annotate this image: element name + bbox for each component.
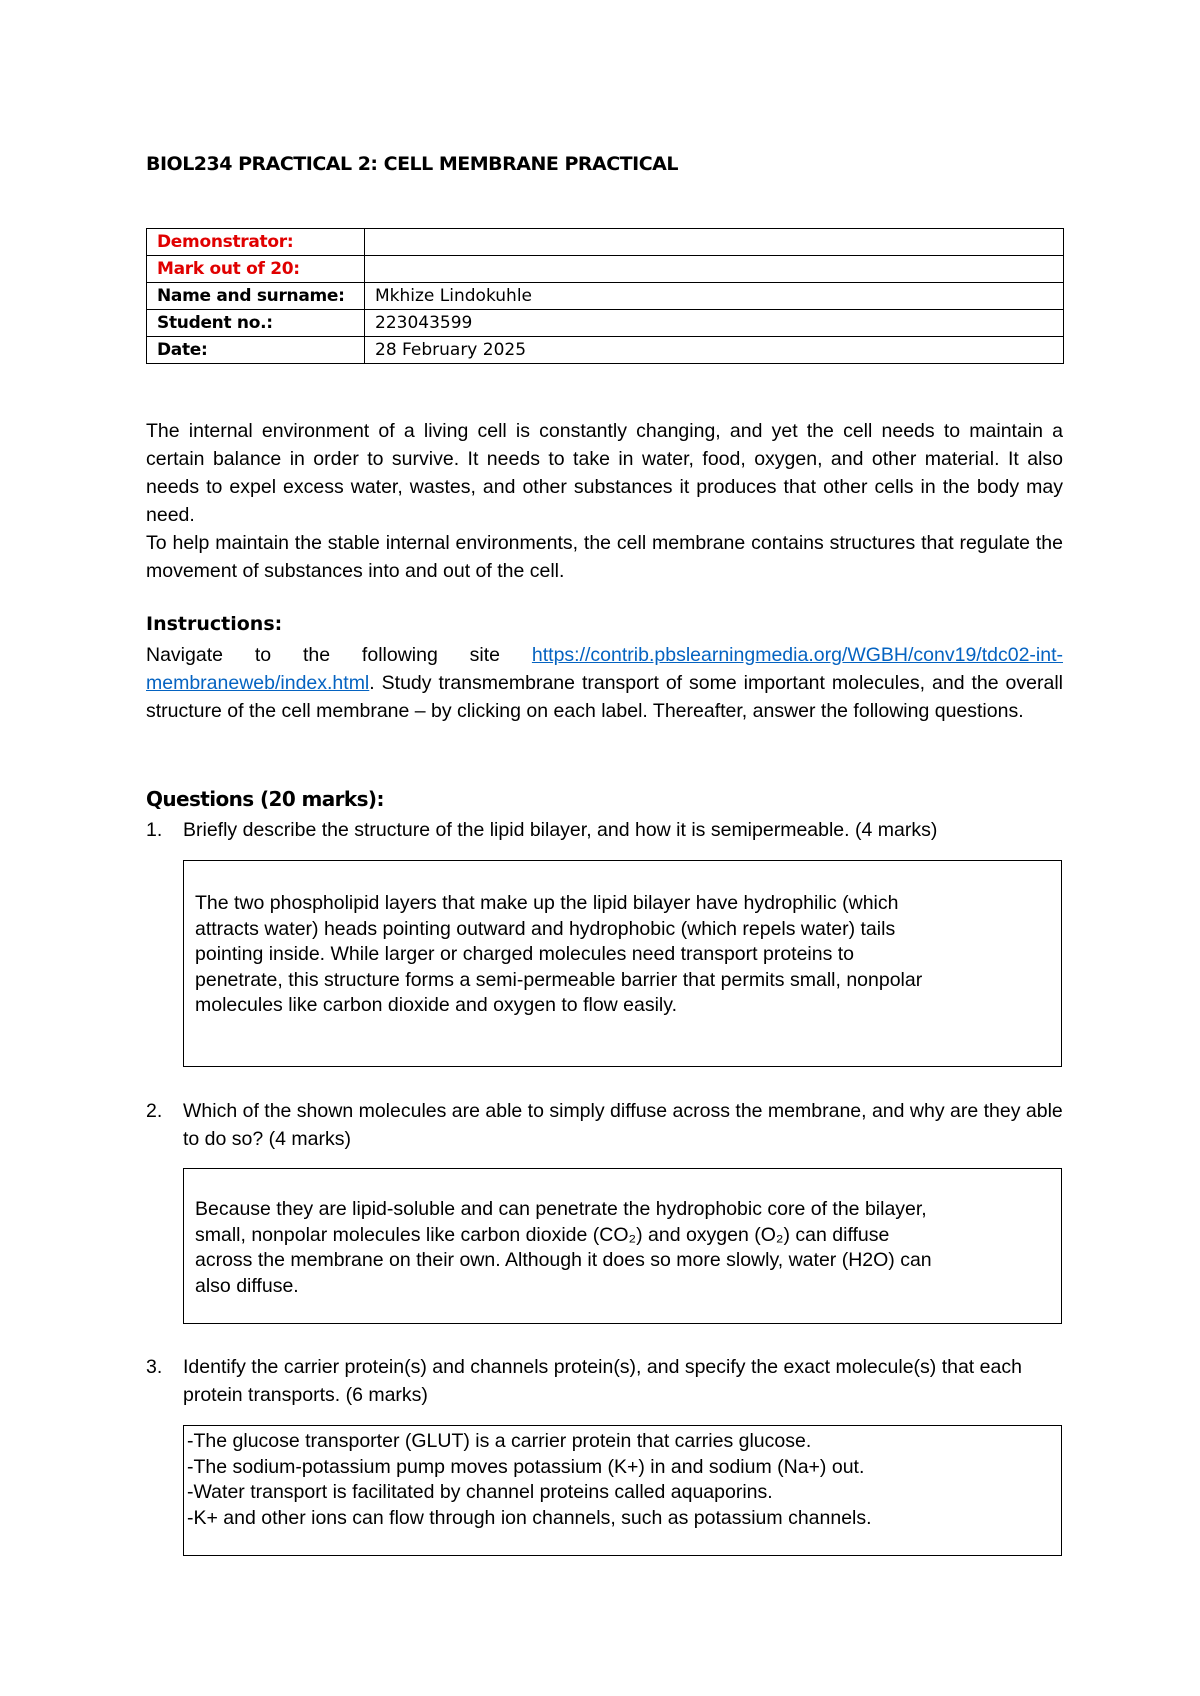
answer-line: -Water transport is facilitated by channel proteins called aquaporins. — [187, 1481, 773, 1504]
instructions-paragraph — [146, 641, 1063, 725]
demonstrator-value — [365, 229, 1064, 256]
name-row — [147, 283, 1064, 310]
instructions-heading: Instructions: — [146, 613, 283, 635]
answer-line: Because they are lipid-soluble and can penetrate the hydrophobic core of the bilayer, — [195, 1198, 927, 1220]
answer-text-2 — [195, 1197, 1047, 1299]
mark-label: Mark out of 20: — [147, 256, 365, 283]
answer-line: -K+ and other ions can flow through ion channels, such as potassium channels. — [187, 1506, 872, 1529]
answer-line: The two phospholipid layers that make up the lipid bilayer have hydrophilic (which — [195, 892, 899, 914]
answer-box-1[interactable] — [183, 860, 1062, 1067]
date-value: 28 February 2025 — [365, 337, 1064, 364]
instructions-rest: . Study transmembrane transport of some important molecules, and the overall structure of the cell membrane – by clicking on each label. Thereafter, answer the following questions. — [146, 672, 1063, 722]
name-value: Mkhize Lindokuhle — [365, 283, 1064, 310]
question-text: Which of the shown molecules are able to simply diffuse across the membrane, and why are they able to do so? (4 marks) — [183, 1100, 1063, 1150]
question-number: 1. — [146, 819, 163, 841]
answer-box-2[interactable] — [183, 1168, 1062, 1324]
date-label: Date: — [147, 337, 365, 364]
student-number-label: Student no.: — [147, 310, 365, 337]
answer-line: molecules like carbon dioxide and oxygen to flow easily. — [195, 994, 677, 1017]
question-number: 3. — [146, 1356, 163, 1378]
answer-line: attracts water) heads pointing outward and hydrophobic (which repels water) tails — [195, 917, 896, 940]
demonstrator-label: Demonstrator: — [147, 229, 365, 256]
mark-row — [147, 256, 1064, 283]
question-text: Identify the carrier protein(s) and channels protein(s), and specify the exact molecule(s) that each protein transports. (6 marks) — [183, 1356, 1022, 1406]
question-text: Briefly describe the structure of the lipid bilayer, and how it is semipermeable. (4 marks) — [183, 819, 938, 841]
intro-paragraph-1: The internal environment of a living cell is constantly changing, and yet the cell needs to maintain a certain balance in order to survive. It needs to take in water, food, oxygen, and other material. It also needs to expel excess water, wastes, and other substances it produces that other cells in the body may need. — [146, 420, 1063, 526]
name-label: Name and surname: — [147, 283, 365, 310]
student-info-table — [146, 228, 1064, 364]
answer-line: pointing inside. While larger or charged molecules need transport proteins to — [195, 943, 855, 966]
intro-paragraph-2: To help maintain the stable internal environments, the cell membrane contains structures that regulate the movement of substances into and out of the cell. — [146, 532, 1063, 582]
answer-text-3 — [187, 1429, 1047, 1531]
answer-line: penetrate, this structure forms a semi-permeable barrier that permits small, nonpolar — [195, 968, 923, 991]
student-number-row — [147, 310, 1064, 337]
answer-line: also diffuse. — [195, 1274, 299, 1297]
document-title: BIOL234 PRACTICAL 2: CELL MEMBRANE PRACTICAL — [146, 153, 678, 175]
answer-line: -The sodium-potassium pump moves potassium (K+) in and sodium (Na+) out. — [187, 1455, 865, 1478]
answer-line: across the membrane on their own. Although it does so more slowly, water (H2O) can — [195, 1249, 932, 1272]
answer-line: small, nonpolar molecules like carbon dioxide (CO₂) and oxygen (O₂) can diffuse — [195, 1223, 890, 1246]
questions-heading: Questions (20 marks): — [146, 787, 384, 811]
mark-value — [365, 256, 1064, 283]
instructions-lead: Navigate to the following site — [146, 644, 532, 666]
student-number-value: 223043599 — [365, 310, 1064, 337]
date-row — [147, 337, 1064, 364]
question-number: 2. — [146, 1100, 163, 1122]
membrane-site-link[interactable]: https://contrib.pbslearningmedia.org/WGBH/conv19/tdc02-int-membraneweb/index.html — [146, 644, 1063, 694]
answer-text-1 — [195, 891, 1047, 1019]
demonstrator-row — [147, 229, 1064, 256]
answer-line: -The glucose transporter (GLUT) is a carrier protein that carries glucose. — [187, 1430, 812, 1452]
answer-box-3[interactable] — [183, 1425, 1062, 1556]
